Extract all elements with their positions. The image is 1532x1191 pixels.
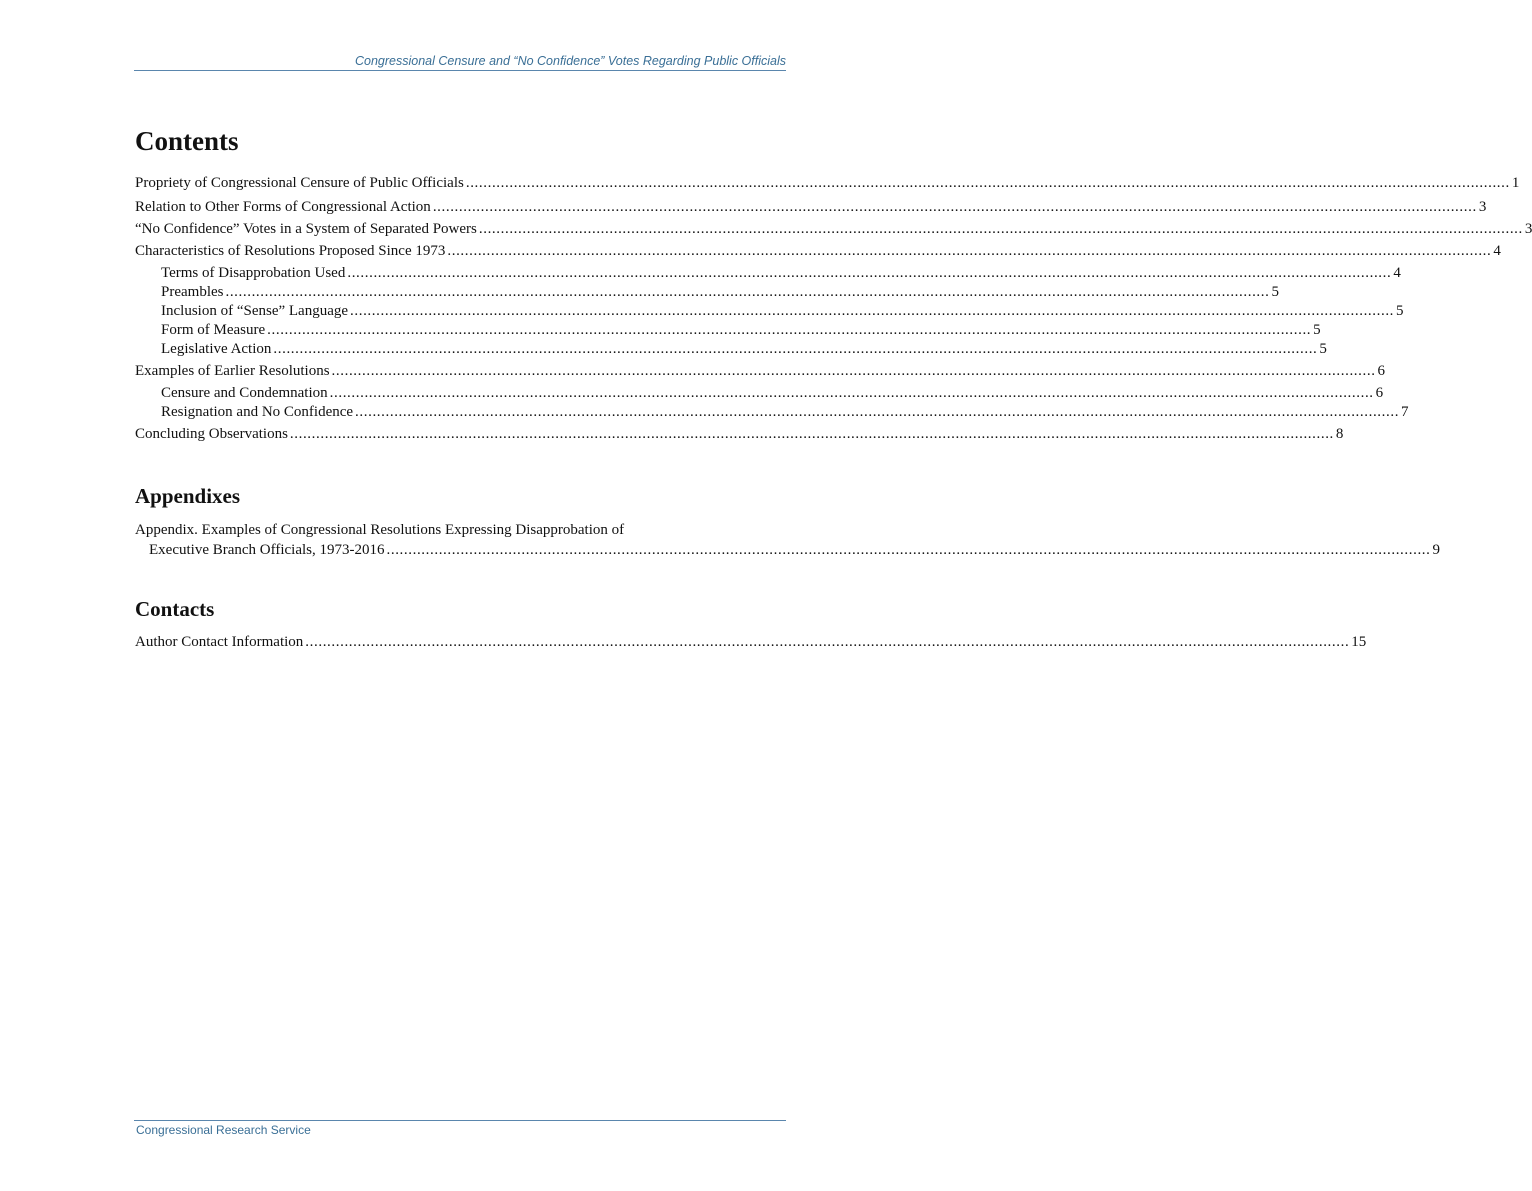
toc-leader: ................................................................................................................................................................................................................................................ (305, 634, 1350, 650)
footer-rule (134, 1120, 786, 1121)
toc-page-number: 4 (1493, 243, 1501, 259)
toc-leader: ................................................................................................................................................................................................................................................ (289, 426, 1334, 442)
toc-leader: ................................................................................................................................................................................................................................................ (329, 385, 1374, 401)
toc-entry-title: Inclusion of “Sense” Language (161, 303, 349, 319)
toc-entry-terms[interactable] (161, 264, 1401, 282)
toc-page-number: 7 (1401, 404, 1409, 420)
toc-entry-form-of-measure[interactable] (161, 321, 1321, 339)
toc-entry-appendix[interactable] (135, 520, 1440, 560)
toc-page-number: 15 (1351, 634, 1367, 650)
toc-entry-legislative-action[interactable] (161, 340, 1327, 358)
toc-leader: ................................................................................................................................................................................................................................................ (465, 175, 1510, 191)
toc-entry-title: Author Contact Information (135, 634, 304, 650)
toc-entry-title-line2: Executive Branch Officials, 1973-2016 (149, 542, 385, 558)
running-footer: Congressional Research Service (136, 1123, 311, 1137)
toc-leader: ................................................................................................................................................................................................................................................ (267, 322, 1312, 338)
toc-leader: ................................................................................................................................................................................................................................................ (478, 221, 1523, 237)
toc-entry-title: Characteristics of Resolutions Proposed Since 1973 (135, 243, 446, 259)
toc-entry-line2 (135, 540, 1440, 560)
toc-entry-title: Terms of Disapprobation Used (161, 265, 346, 281)
toc-entry-propriety[interactable] (135, 174, 1520, 192)
running-header: Congressional Censure and “No Confidence” Votes Regarding Public Officials (354, 54, 786, 68)
toc-page-number: 6 (1375, 385, 1384, 401)
toc-entry-title: Examples of Earlier Resolutions (135, 363, 330, 379)
toc-entry-title: Form of Measure (161, 322, 266, 338)
toc-entry-title: Resignation and No Confidence (161, 404, 354, 420)
toc-entry-preambles[interactable] (161, 283, 1279, 301)
toc-entry-title: Preambles (161, 284, 224, 300)
toc-entry-concluding[interactable] (135, 425, 1344, 443)
toc-entry-title: Legislative Action (161, 341, 272, 357)
toc-entry-characteristics[interactable] (135, 242, 1501, 260)
toc-entry-sense-language[interactable] (161, 302, 1404, 320)
toc-leader: ................................................................................................................................................................................................................................................ (273, 341, 1318, 357)
contacts-heading: Contacts (135, 597, 215, 621)
toc-entry-relation[interactable] (135, 198, 1487, 216)
toc-page-number: 6 (1377, 363, 1386, 379)
toc-page-number: 5 (1319, 341, 1327, 357)
toc-entry-resignation[interactable] (161, 403, 1409, 421)
toc-leader: ................................................................................................................................................................................................................................................ (225, 284, 1270, 300)
toc-page-number: 1 (1511, 175, 1520, 191)
toc-entry-title: Concluding Observations (135, 426, 288, 442)
toc-page-number: 3 (1524, 221, 1532, 237)
toc-page-number: 8 (1335, 426, 1344, 442)
toc-entry-title: Relation to Other Forms of Congressional Action (135, 199, 431, 215)
toc-entry-no-confidence[interactable] (135, 220, 1532, 238)
toc-entry-title: “No Confidence” Votes in a System of Separated Powers (135, 221, 477, 237)
toc-entry-author-contact[interactable] (135, 633, 1367, 651)
toc-entry-censure[interactable] (161, 384, 1384, 402)
toc-entry-title-line1: Appendix. Examples of Congressional Resolutions Expressing Disapprobation of (135, 522, 625, 538)
contents-heading: Contents (135, 126, 239, 156)
toc-entry-title: Propriety of Congressional Censure of Public Officials (135, 175, 464, 191)
toc-page-number: 9 (1432, 542, 1440, 558)
toc-entry-earlier-resolutions[interactable] (135, 362, 1386, 380)
toc-leader: ................................................................................................................................................................................................................................................ (355, 404, 1400, 420)
toc-leader: ................................................................................................................................................................................................................................................ (386, 542, 1431, 558)
toc-page-number: 5 (1313, 322, 1321, 338)
toc-leader: ................................................................................................................................................................................................................................................ (331, 363, 1376, 379)
header-rule (134, 70, 786, 71)
toc-leader: ................................................................................................................................................................................................................................................ (432, 199, 1477, 215)
toc-page-number: 5 (1396, 303, 1404, 319)
toc-leader: ................................................................................................................................................................................................................................................ (447, 243, 1492, 259)
appendixes-heading: Appendixes (135, 484, 241, 508)
toc-page-number: 3 (1478, 199, 1487, 215)
toc-leader: ................................................................................................................................................................................................................................................ (347, 265, 1392, 281)
toc-entry-title: Censure and Condemnation (161, 385, 328, 401)
toc-page-number: 4 (1393, 265, 1401, 281)
toc-page-number: 5 (1271, 284, 1279, 300)
toc-leader: ................................................................................................................................................................................................................................................ (350, 303, 1395, 319)
